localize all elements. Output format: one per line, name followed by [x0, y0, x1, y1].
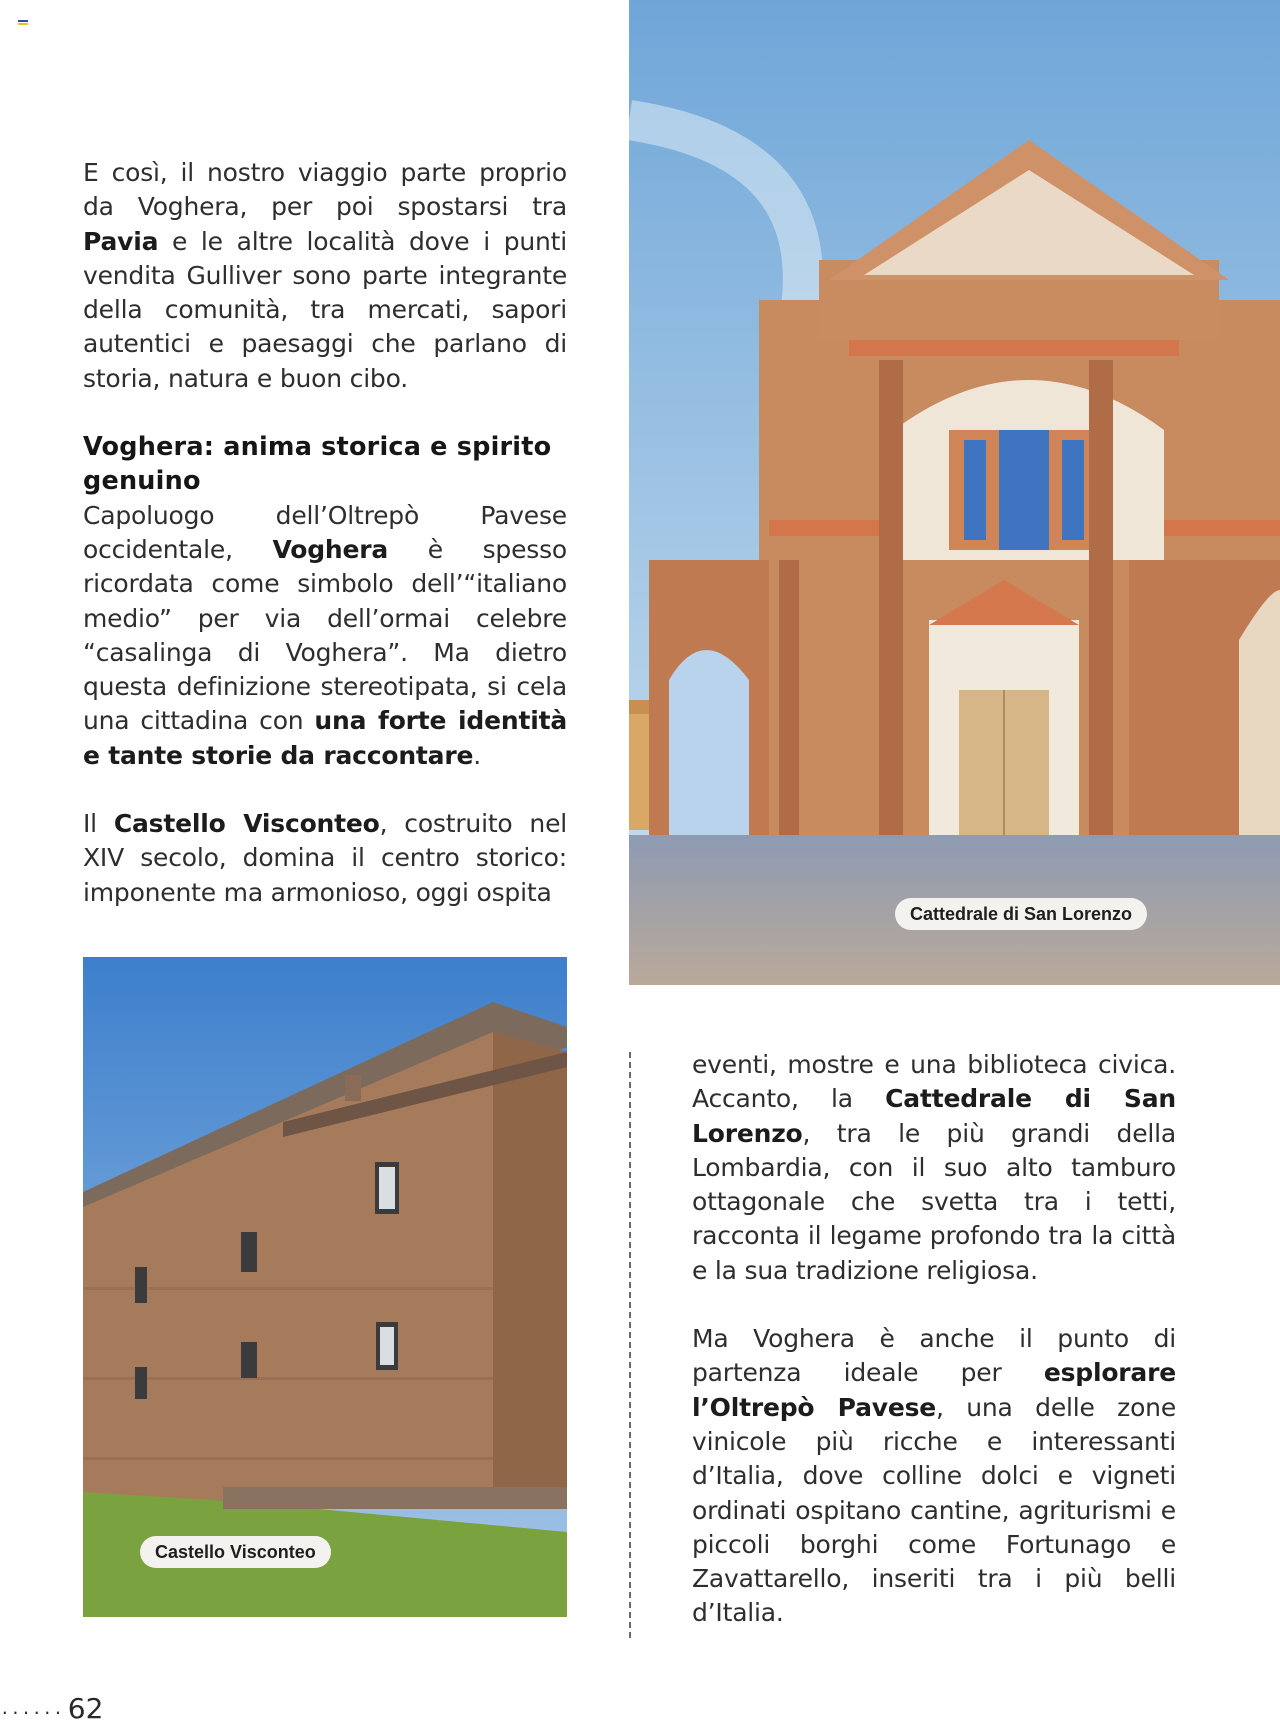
- page-footer: [0, 1692, 103, 1725]
- intro-paragraph: E così, il nostro viaggio parte proprio da Voghera, per poi spostarsi tra Pavia e le altre località dove i punti vendita Gulliver sono parte integrante della comunità, tra mercati, sapori autentici e paesaggi che parlano di storia, natura e buon cibo.: [83, 158, 567, 393]
- voghera-paragraph: Capoluogo dell’Oltrepò Pavese occidentale, Voghera è spesso ricordata come simbolo dell’“italiano medio” per via dell’ormai celebre “casalinga di Voghera”. Ma dietro questa definizione stereotipata, si cela una cittadina con una forte identità e tante storie da raccontare.: [83, 500, 567, 770]
- cathedral-image: [629, 0, 1280, 985]
- castle-caption: Castello Visconteo: [140, 1536, 331, 1568]
- cattedrale-paragraph: eventi, mostre e una biblioteca civica. Accanto, la Cattedrale di San Lorenzo, tra le più grandi della Lombardia, con il suo alto tamburo ottagonale che svetta tra i tetti, racconta il legame profondo tra la città e la sua tradizione religiosa.: [692, 1050, 1176, 1285]
- oltrepo-paragraph: Ma Voghera è anche il punto di partenza ideale per esplorare l’Oltrepò Pavese, una delle zone vinicole più ricche e interessanti d’Italia, dove colline dolci e vigneti ordinati ospitano cantine, agriturismi e piccoli borghi come Fortunago e Zavattarello, inseriti tra i più belli d’Italia.: [692, 1324, 1177, 1628]
- castello-paragraph: Il Castello Visconteo, costruito nel XIV secolo, domina il centro storico: imponente ma armonioso, oggi ospita: [83, 809, 567, 907]
- column-right-text: [692, 1048, 1176, 1631]
- castle-photo: [83, 957, 567, 1617]
- castle-image: [83, 957, 567, 1617]
- section-heading: Voghera: anima storica e spirito genuino: [83, 432, 552, 497]
- cathedral-photo: [629, 0, 1280, 985]
- corner-mark-icon: [18, 20, 28, 28]
- column-divider: [629, 1052, 631, 1638]
- footer-leader: ......: [0, 1699, 64, 1718]
- cathedral-caption: Cattedrale di San Lorenzo: [895, 898, 1147, 930]
- column-left-text: [83, 156, 567, 910]
- page-number: 62: [67, 1692, 104, 1725]
